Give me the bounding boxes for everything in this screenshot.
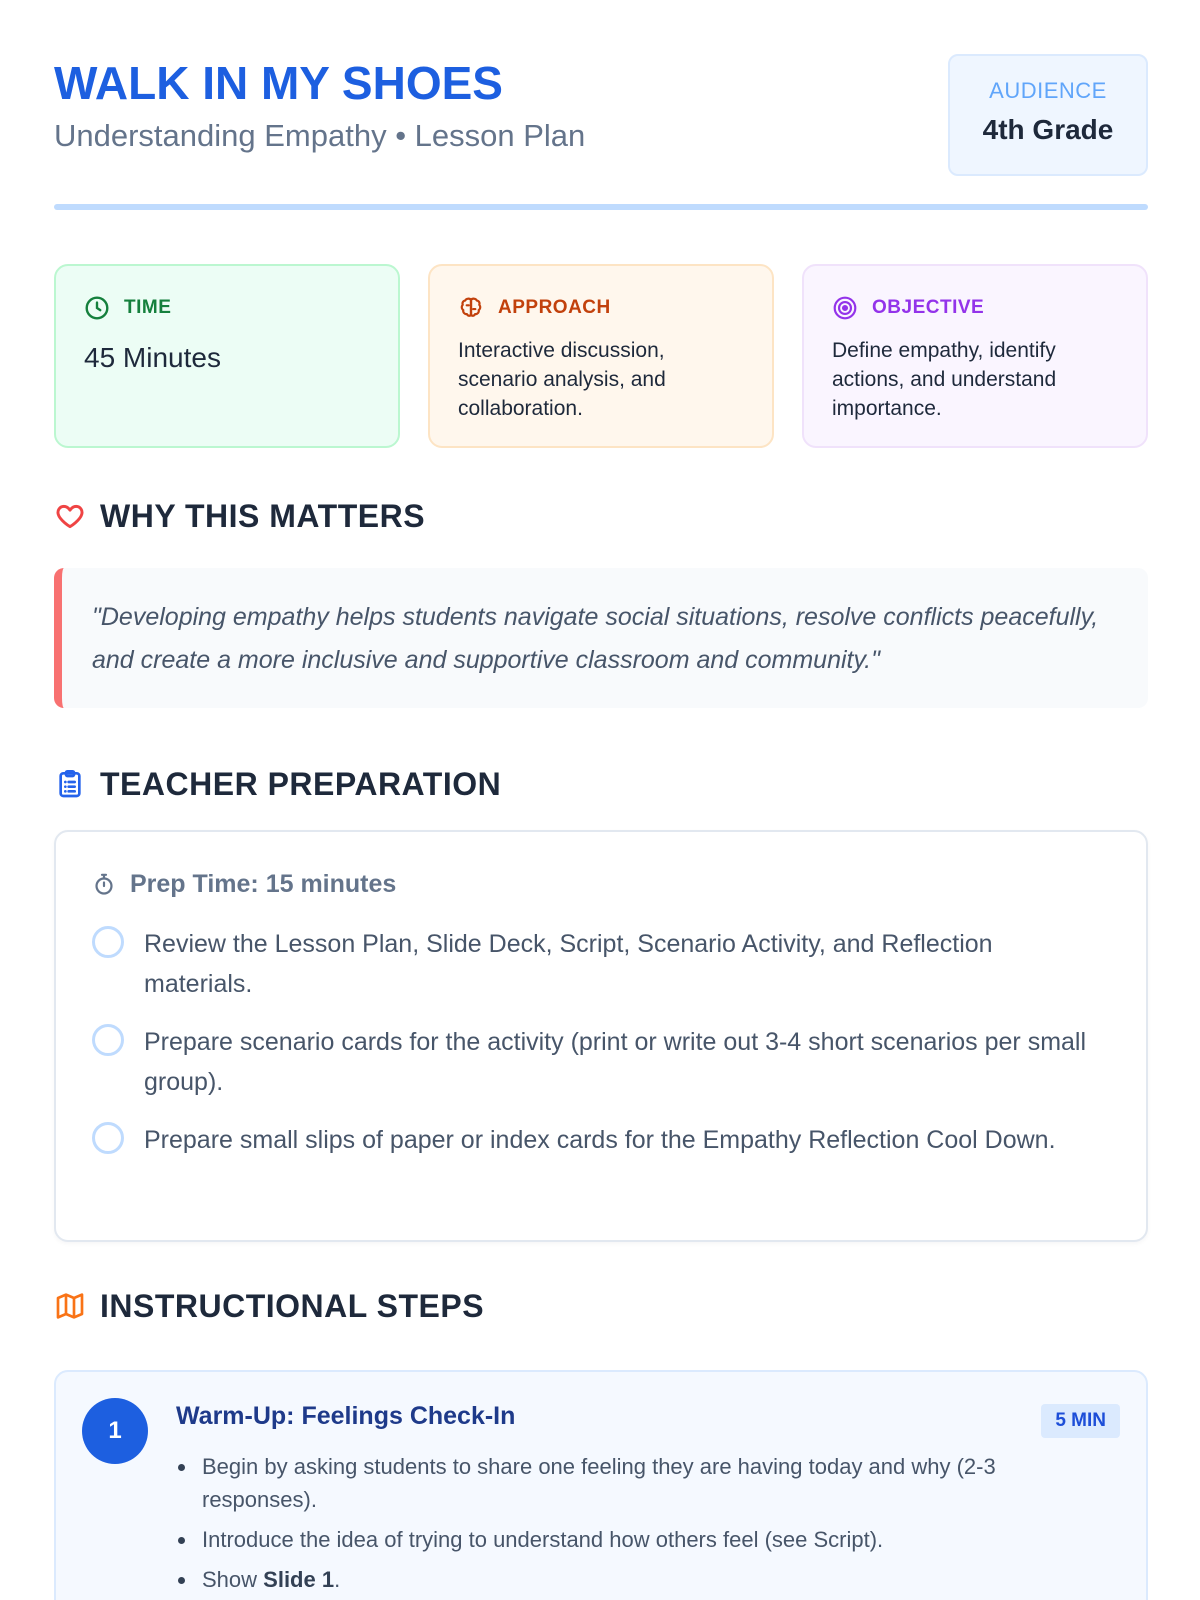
checkbox[interactable]	[92, 1122, 124, 1154]
approach-text: Interactive discussion, scenario analysis, and collaboration.	[458, 339, 666, 420]
why-section-title: WHY THIS MATTERS	[100, 497, 426, 534]
steps-section-heading	[54, 1286, 484, 1326]
prep-item-text: Prepare small slips of paper or index cards for the Empathy Reflection Cool Down.	[144, 1126, 1056, 1154]
prep-section-title: TEACHER PREPARATION	[100, 765, 502, 802]
header	[54, 52, 1148, 212]
time-value: 45 Minutes	[84, 342, 221, 373]
clipboard-icon	[54, 768, 86, 800]
checkbox[interactable]	[92, 1024, 124, 1056]
clock-icon	[84, 295, 110, 321]
prep-item-text: Prepare scenario cards for the activity (print or write out 3-4 short scenarios per small group).	[144, 1028, 1087, 1096]
time-card	[54, 264, 400, 448]
step-bullets	[176, 1450, 1096, 1600]
prep-section-heading	[54, 764, 501, 804]
prep-checklist-item[interactable]	[92, 924, 1102, 1004]
why-section-heading	[54, 496, 425, 536]
step-number: 1	[82, 1398, 148, 1464]
prep-item-text: Review the Lesson Plan, Slide Deck, Script, Scenario Activity, and Reflection materials.	[144, 930, 993, 998]
prep-checklist-item[interactable]	[92, 1120, 1102, 1160]
step-title: Warm-Up: Feelings Check-In	[176, 1402, 516, 1430]
header-divider	[54, 204, 1148, 210]
slide-reference: Slide 1	[263, 1567, 335, 1592]
target-icon	[832, 295, 858, 321]
heart-icon	[54, 500, 86, 532]
objective-card	[802, 264, 1148, 448]
objective-text: Define empathy, identify actions, and understand importance.	[832, 339, 1057, 420]
steps-section-title: INSTRUCTIONAL STEPS	[100, 1287, 485, 1324]
prep-time	[92, 868, 1110, 900]
audience-badge	[948, 54, 1148, 176]
time-label: TIME	[124, 297, 172, 318]
page-subtitle: Understanding Empathy • Lesson Plan	[54, 118, 586, 153]
info-cards	[54, 264, 1148, 448]
duration-badge: 5 MIN	[1041, 1404, 1120, 1438]
checkbox[interactable]	[92, 926, 124, 958]
objective-label: OBJECTIVE	[872, 297, 985, 318]
page-title: WALK IN MY SHOES	[54, 57, 503, 109]
audience-label: AUDIENCE	[989, 78, 1107, 103]
prep-box	[54, 830, 1148, 1242]
map-icon	[54, 1290, 86, 1322]
prep-time-text: Prep Time: 15 minutes	[130, 869, 397, 898]
stopwatch-icon	[92, 872, 116, 896]
why-quote	[54, 568, 1148, 708]
step-bullet: Introduce the idea of trying to understand how others feel (see Script).	[176, 1523, 1096, 1556]
step-bullet: Show Slide 1.	[176, 1563, 1096, 1596]
approach-label: APPROACH	[498, 297, 611, 318]
step-card	[54, 1370, 1148, 1600]
step-bullet: Begin by asking students to share one feeling they are having today and why (2-3 responses).	[176, 1450, 1096, 1516]
audience-value: 4th Grade	[982, 114, 1114, 145]
prep-checklist-item[interactable]	[92, 1022, 1102, 1102]
approach-card	[428, 264, 774, 448]
brain-icon	[458, 295, 484, 321]
why-quote-text: "Developing empathy helps students navigate social situations, resolve conflicts peacefully, and create a more inclusive and supportive classroom and community."	[92, 603, 1099, 674]
